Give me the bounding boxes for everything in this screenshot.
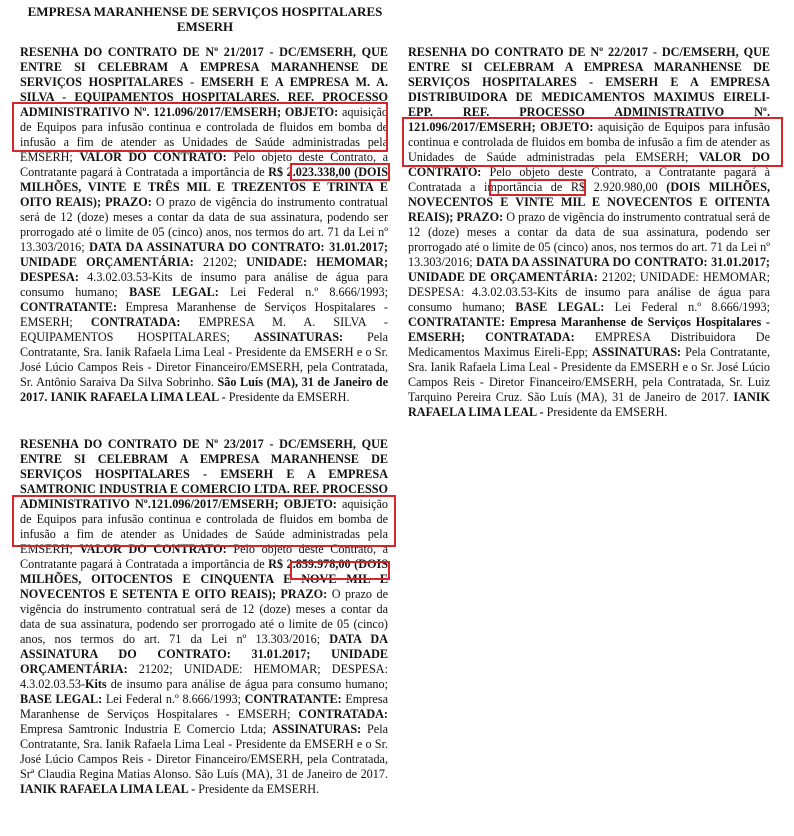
page-header bbox=[20, 4, 390, 34]
contract-23-value: R$ 2.859.978,00 bbox=[268, 557, 351, 571]
contract-23-text: RESENHA DO CONTRATO DE Nº 23/2017 - DC/EMSERH, QUE ENTRE SI CELEBRAM A EMPRESA MARANHENSE DE SERVIÇOS HOSPITALARES - EMSERH E A EMPRESA SAMTRONIC INDUSTRIA E COMERCIO LTDA. REF. PROCESSO ADMINISTRATIVO Nº.121.096/2017/EMSERH; OBJETO: aquisição de Equipos para infusão continua e controlada de fluidos em bomba de infusão a fim de atender as Unidades de Saúde administradas pela EMSERH; VALOR DO CONTRATO: Pelo objeto deste Contrato, a Contratante pagará à Contratada a importância de R$ 2.859.978,00 (DOIS MILHÕES, OITOCENTOS E CINQUENTA E NOVE MIL E NOVECENTOS E SETENTA E OITO REAIS); PRAZO: O prazo de vigência do instrumento contratual será de 12 (doze) meses a contar da data de sua assinatura, podendo ser prorrogado até o limite de 05 (cinco) anos, nos termos do art. 71 da Lei nº 13.303/2016; DATA DA ASSINATURA DO CONTRATO: 31.01.2017; UNIDADE ORÇAMENTÁRIA: 21202; UNIDADE: HEMOMAR; DESPESA: 4.3.02.03.53-Kits de insumo para análise de água para consumo humano; BASE LEGAL: Lei Federal n.º 8.666/1993; CONTRATANTE: Empresa Maranhense de Serviços Hospitalares - EMSERH; CONTRATADA: Empresa Samtronic Industria E Comercio Ltda; ASSINATURAS: Pela Contratante, Sra. Ianik Rafaela Lima Leal - Presidente da EMSERH e o Sr. José Lúcio Campos Reis - Diretor Financeiro/EMSERH, pela Contratada, Srª Claudia Regina Matias Alonso. São Luís (MA), 31 de Janeiro de 2017. IANIK RAFAELA LIMA LEAL - Presidente da EMSERH. bbox=[20, 437, 389, 796]
contract-21-text: RESENHA DO CONTRATO DE Nº 21/2017 - DC/EMSERH, QUE ENTRE SI CELEBRAM A EMPRESA MARANHENSE DE SERVIÇOS HOSPITALARES - EMSERH E A EMPRESA M. A. SILVA - EQUIPAMENTOS HOSPITALARES. REF. PROCESSO ADMINISTRATIVO Nº. 121.096/2017/EMSERH; OBJETO: aquisição de Equipos para infusão continua e controlada de fluidos em bomba de infusão a fim de atender as Unidades de Saúde administradas pela EMSERH; VALOR DO CONTRATO: Pelo objeto deste Contrato, a Contratante pagará à Contratada a importância de R$ 2.023.338,00 (DOIS MILHÕES, VINTE E TRÊS MIL E TREZENTOS E TRINTA E OITO REAIS); PRAZO: O prazo de vigência do instrumento contratual será de 12 (doze) meses a contar da data de sua assinatura, podendo ser prorrogado até o limite de 05 (cinco) anos, nos termos do art. 71 da Lei nº 13.303/2016; DATA DA ASSINATURA DO CONTRATO: 31.01.2017; UNIDADE ORÇAMENTÁRIA: 21202; UNIDADE: HEMOMAR; DESPESA: 4.3.02.03.53-Kits de insumo para análise de água para consumo humano; BASE LEGAL: Lei Federal n.º 8.666/1993; CONTRATANTE: Empresa Maranhense de Serviços Hospitalares - EMSERH; CONTRATADA: EMPRESA M. A. SILVA - EQUIPAMENTOS HOSPITALARES; ASSINATURAS: Pela Contratante, Sra. Ianik Rafaela Lima Leal - Presidente da EMSERH e o Sr. José Lúcio Campos Reis - Diretor Financeiro/EMSERH, pela Contratada, Sr. Antônio Saraiva Da Silva Sobrinho. São Luís (MA), 31 de Janeiro de 2017. IANIK RAFAELA LIMA LEAL - Presidente da EMSERH. bbox=[20, 45, 389, 404]
header-subtitle: EMSERH bbox=[176, 19, 234, 34]
contract-22-summary bbox=[408, 45, 770, 420]
contract-21-summary bbox=[20, 45, 388, 405]
contract-21-value: R$ 2.023.338,00 bbox=[268, 165, 351, 179]
contract-22-value: R$ 2.920.980,00 bbox=[570, 180, 658, 194]
header-title: EMPRESA MARANHENSE DE SERVIÇOS HOSPITALARES bbox=[27, 4, 383, 19]
contract-22-text: RESENHA DO CONTRATO DE Nº 22/2017 - DC/EMSERH, QUE ENTRE SI CELEBRAM A EMPRESA MARANHENSE DE SERVIÇOS HOSPITALARES - EMSERH E A EMPRESA DISTRIBUIDORA DE MEDICAMENTOS MAXIMUS EIRELI-EPP. REF. PROCESSO ADMINISTRATIVO Nº. 121.096/2017/EMSERH; OBJETO: aquisição de Equipos para infusão continua e controlada de fluidos em bomba de infusão a fim de atender as Unidades de Saúde administradas pela EMSERH; VALOR DO CONTRATO: Pelo objeto deste Contrato, a Contratante pagará à Contratada a importância de R$ 2.920.980,00 (DOIS MILHÕES, NOVECENTOS E VINTE MIL E NOVECENTOS E OITENTA REAIS); PRAZO: O prazo de vigência do instrumento contratual será de 12 (doze) meses a contar da data de sua assinatura, podendo ser prorrogado até o limite de 05 (cinco) anos, nos termos do art. 71 da Lei nº 13.303/2016; DATA DA ASSINATURA DO CONTRATO: 31.01.2017; UNIDADE DE ORÇAMENTÁRIA: 21202; UNIDADE: HEMOMAR; DESPESA: 4.3.02.03.53-Kits de insumo para análise de água para consumo humano; BASE LEGAL: Lei Federal n.º 8.666/1993; CONTRATANTE: Empresa Maranhense de Serviços Hospitalares - EMSERH; CONTRATADA: EMPRESA Distribuidora De Medicamentos Maximus Eireli-Epp; ASSINATURAS: Pela Contratante, Sra. Ianik Rafaela Lima Leal - Presidente da EMSERH e o Sr. José Lúcio Campos Reis - Diretor Financeiro/EMSERH, pela Contratada, Sr. Luiz Tarquino Pereira Cruz. São Luís (MA), 31 de Janeiro de 2017. IANIK RAFAELA LIMA LEAL - Presidente da EMSERH. bbox=[408, 45, 771, 419]
contract-23-summary bbox=[20, 437, 388, 797]
